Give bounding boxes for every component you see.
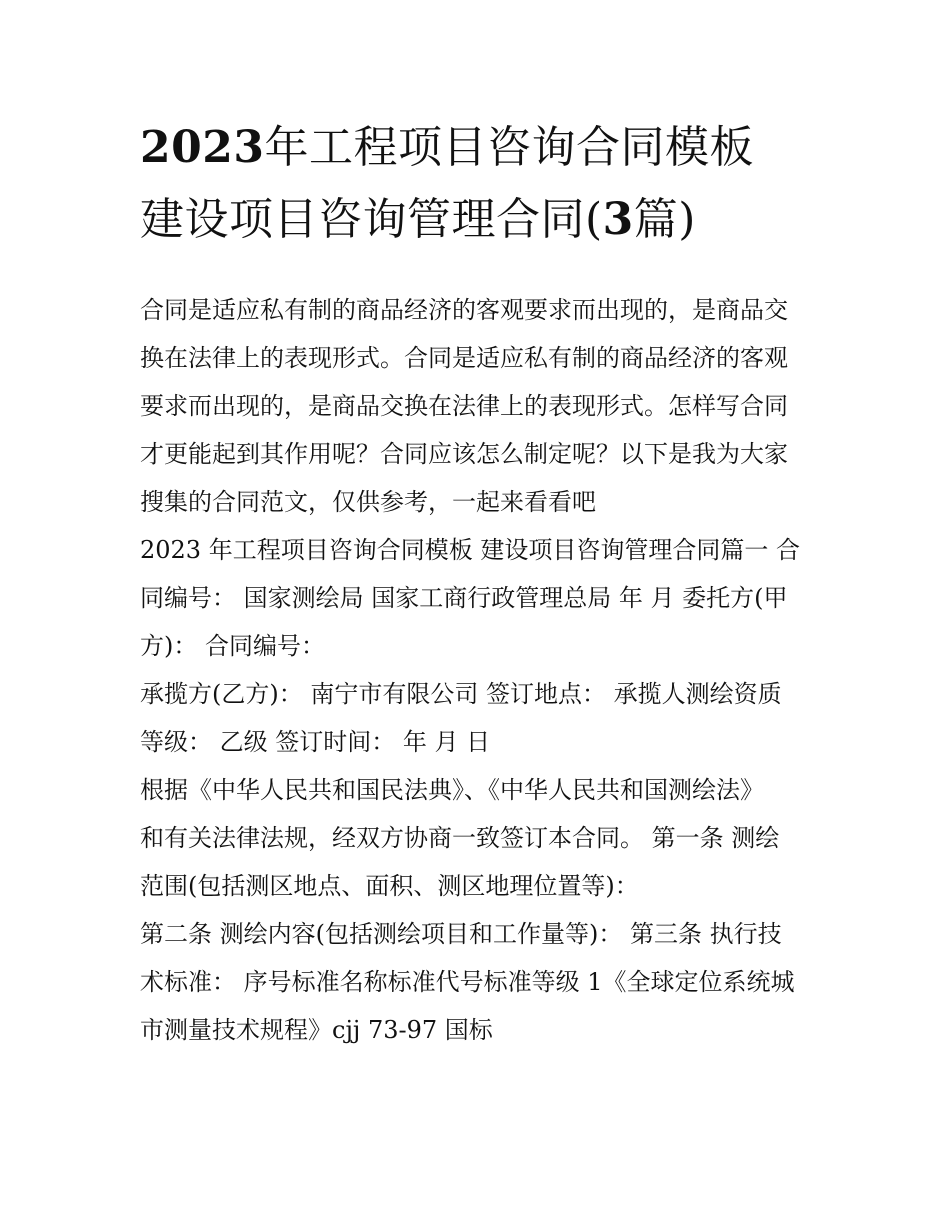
paragraph-line: 要求而出现的，是商品交换在法律上的表现形式。怎样写合同 (140, 392, 788, 420)
paragraph-line: 术标准： 序号标准名称标准代号标准等级 1《全球定位系统城 (140, 968, 795, 996)
paragraph-line: 换在法律上的表现形式。合同是适应私有制的商品经济的客观 (140, 344, 788, 372)
paragraph-line: 合同是适应私有制的商品经济的客观要求而出现的，是商品交 (140, 296, 788, 324)
paragraph-line: 和有关法律法规，经双方协商一致签订本合同。 第一条 测绘 (140, 824, 780, 852)
title-line-2 (140, 184, 816, 256)
document-page (140, 112, 816, 1054)
paragraph-intro (140, 286, 816, 526)
paragraph-basis (140, 766, 816, 910)
title-line-1-text: 年工程项目咨询合同模板 (264, 122, 754, 173)
paragraph-line: 同编号： 国家测绘局 国家工商行政管理总局 年 月 委托方(甲 (140, 584, 788, 612)
paragraph-line: 等级： 乙级 签订时间： 年 月 日 (140, 728, 491, 756)
paragraph-line: 范围(包括测区地点、面积、测区地理位置等)： (140, 872, 639, 900)
title-line-1 (140, 112, 816, 184)
paragraph-line: 根据《中华人民共和国民法典》、《中华人民共和国测绘法》 (140, 776, 764, 804)
paragraph-line: 市测量技术规程》cjj 73-97 国标 (140, 1016, 493, 1044)
paragraph-contract-header (140, 526, 816, 670)
title-line-2-end: 篇) (633, 194, 696, 245)
paragraph-line: 搜集的合同范文，仅供参考，一起来看看吧 (140, 488, 596, 516)
document-title (140, 112, 816, 256)
paragraph-contractor (140, 670, 816, 766)
title-count: 3 (602, 194, 634, 245)
paragraph-line: 第二条 测绘内容(包括测绘项目和工作量等)： 第三条 执行技 (140, 920, 782, 948)
title-line-2-text: 建设项目咨询管理合同( (140, 194, 603, 245)
paragraph-line: 方)： 合同编号： (140, 632, 325, 660)
paragraph-line: 2023 年工程项目咨询合同模板 建设项目咨询管理合同篇一 合 (140, 536, 800, 564)
title-year: 2023 (140, 122, 265, 173)
paragraph-line: 才更能起到其作用呢？合同应该怎么制定呢？以下是我为大家 (140, 440, 788, 468)
paragraph-line: 承揽方(乙方)： 南宁市有限公司 签订地点： 承揽人测绘资质 (140, 680, 782, 708)
paragraph-articles (140, 910, 816, 1054)
